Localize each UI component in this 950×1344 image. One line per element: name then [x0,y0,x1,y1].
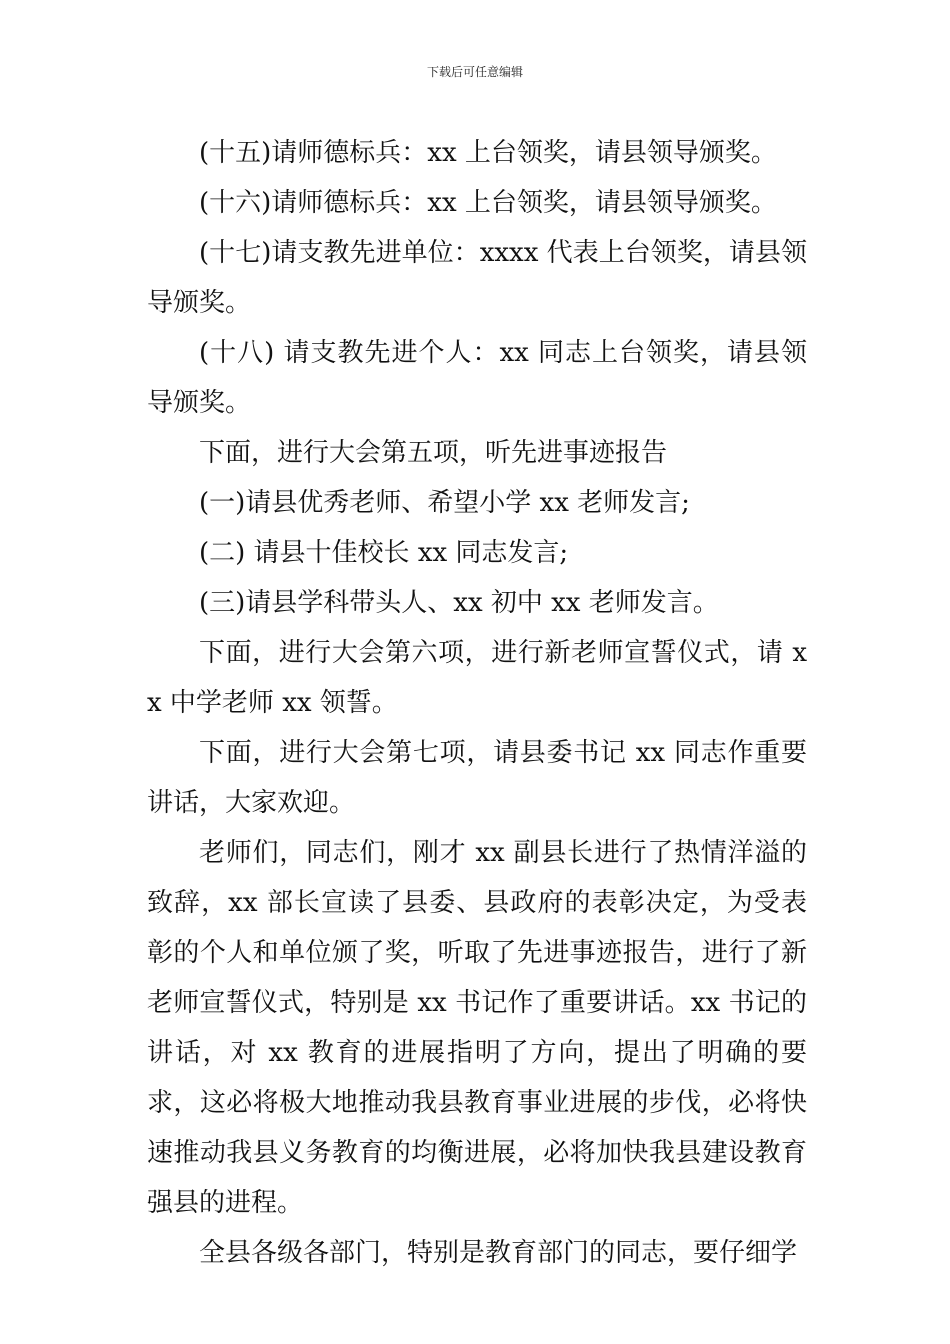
paragraph: 下面，进行大会第七项，请县委书记 xx 同志作重要讲话，大家欢迎。 [147,738,807,818]
paragraph: (十六)请师德标兵：xx 上台领奖，请县领导颁奖。 [199,188,777,218]
paragraph: (十五)请师德标兵：xx 上台领奖，请县领导颁奖。 [199,138,777,168]
paragraph: (一)请县优秀老师、希望小学 xx 老师发言; [199,488,690,518]
paragraph: (三)请县学科带头人、xx 初中 xx 老师发言。 [199,588,719,618]
paragraph: (十八) 请支教先进个人：xx 同志上台领奖，请县领导颁奖。 [147,338,807,418]
paragraph: 老师们，同志们，刚才 xx 副县长进行了热情洋溢的致辞，xx 部长宣读了县委、县政府的表彰决定，为受表彰的个人和单位颁了奖，听取了先进事迹报告，进行了新老师宣誓仪式，特别是 xx 书记作了重要讲话。xx 书记的讲话，对 xx 教育的进展指明了方向，提出了明确的要求，这必将极大地推动我县教育事业进展的步伐，必将快速推动我县义务教育的均衡进展，必将加快我县建设教育强县的进程。 [147,838,807,1218]
paragraph: 下面，进行大会第六项，进行新老师宣誓仪式，请 xx 中学老师 xx 领誓。 [147,638,807,718]
page-header: 下载后可任意编辑 [426,65,523,79]
document-body [147,128,807,1278]
paragraph: (十七)请支教先进单位：xxxx 代表上台领奖，请县领导颁奖。 [147,238,807,318]
paragraph: 全县各级各部门，特别是教育部门的同志，要仔细学 [199,1238,798,1268]
paragraph: 下面，进行大会第五项，听先进事迹报告 [199,438,668,468]
paragraph: (二) 请县十佳校长 xx 同志发言; [199,538,569,568]
